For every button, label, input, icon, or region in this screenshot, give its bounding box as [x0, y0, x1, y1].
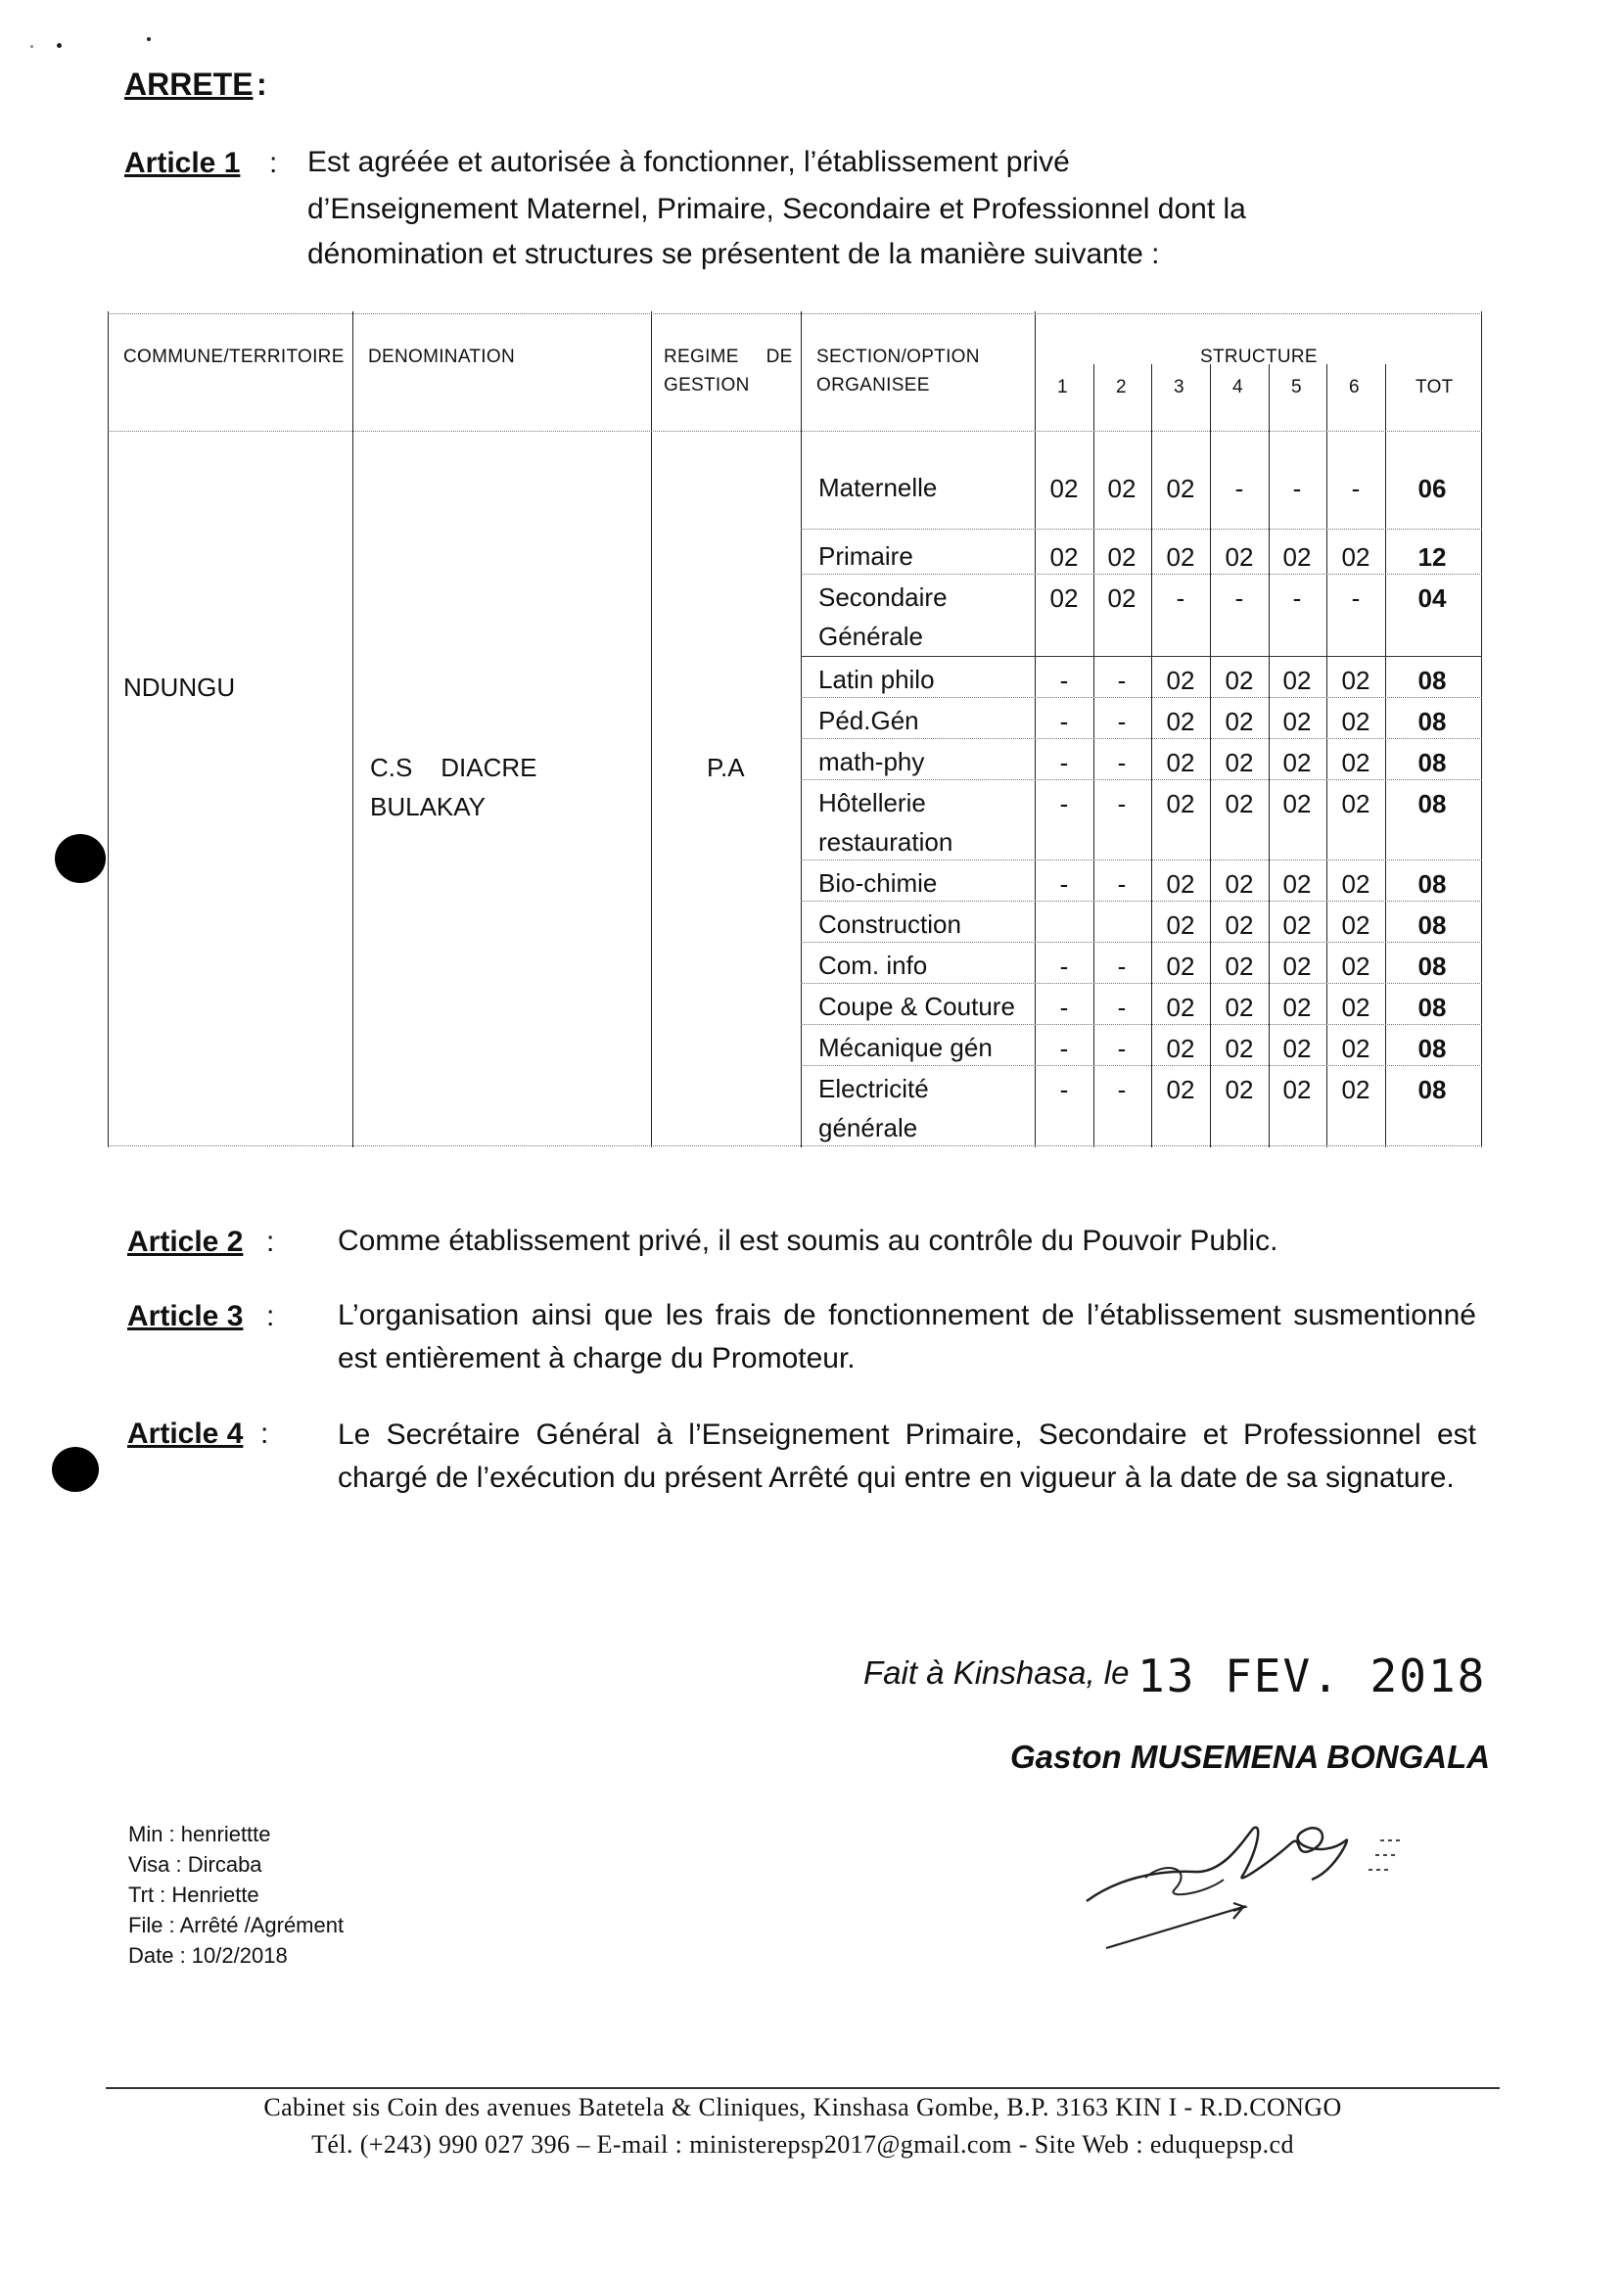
table-border: [352, 311, 353, 1147]
cell-value: -: [1234, 474, 1244, 503]
header-col: 5: [1291, 377, 1302, 397]
cell-value: 02: [1166, 869, 1195, 899]
table-border: [1210, 364, 1211, 1147]
cell-value: 02: [1225, 789, 1254, 818]
cell-value: -: [1059, 748, 1069, 777]
punch-hole: [52, 1447, 99, 1492]
meta-line: Min : henriettte: [128, 1822, 271, 1846]
header-regime: REGIME DE: [664, 347, 793, 367]
table-border: [108, 313, 1482, 314]
cell-section: math-phy: [818, 747, 925, 776]
cell-section: Bio-chimie: [818, 868, 938, 898]
cell-value: 02: [1341, 789, 1370, 818]
document-heading: ARRETE: [124, 67, 254, 102]
cell-value: -: [1234, 583, 1244, 613]
cell-value: 02: [1225, 1034, 1254, 1063]
cell-value: 02: [1049, 583, 1079, 613]
cell-total: 08: [1417, 952, 1447, 981]
cell-total: 08: [1417, 666, 1447, 695]
cell-value: 02: [1225, 748, 1254, 777]
cell-total: 08: [1417, 910, 1447, 940]
article-1-colon: :: [269, 147, 278, 179]
cell-section: Secondaire: [818, 582, 948, 612]
header-col: 4: [1232, 377, 1243, 397]
cell-value: 02: [1341, 1034, 1370, 1063]
cell-value: 02: [1166, 910, 1195, 940]
cell-section: Construction: [818, 909, 961, 939]
cell-value: 02: [1341, 952, 1370, 981]
meta-line: Visa : Dircaba: [128, 1852, 262, 1877]
cell-total: 08: [1417, 993, 1447, 1022]
cell-value: 02: [1166, 993, 1195, 1022]
header-structure: STRUCTURE: [1200, 347, 1318, 367]
cell-value: -: [1351, 583, 1361, 613]
table-border: [1481, 311, 1482, 1147]
cell-value: 02: [1225, 869, 1254, 899]
header-col: 1: [1057, 377, 1068, 397]
table-border: [1151, 364, 1152, 1147]
closing-place: Fait à Kinshasa, le: [863, 1654, 1130, 1691]
header-organisee: ORGANISEE: [816, 375, 930, 395]
scan-speck: [30, 45, 33, 48]
cell-value: -: [1117, 1075, 1127, 1104]
cell-value: -: [1117, 993, 1127, 1022]
header-col: 6: [1349, 377, 1360, 397]
table-border: [1269, 364, 1270, 1147]
cell-value: 02: [1282, 542, 1312, 572]
article-4-colon: :: [260, 1418, 269, 1450]
cell-value: -: [1059, 869, 1069, 899]
cell-value: -: [1176, 583, 1185, 613]
cell-value: 02: [1166, 1075, 1195, 1104]
cell-value: 02: [1341, 666, 1370, 695]
cell-value: 02: [1282, 666, 1312, 695]
cell-value: -: [1059, 1075, 1069, 1104]
row-separator: [801, 656, 1482, 657]
table-border: [108, 431, 1482, 432]
cell-value: -: [1117, 1034, 1127, 1063]
cell-value: 02: [1225, 1075, 1254, 1104]
cell-value: 02: [1282, 993, 1312, 1022]
footer-address: Cabinet sis Coin des avenues Batetela & Cliniques, Kinshasa Gombe, B.P. 3163 KIN I - R.D.CONGO: [263, 2093, 1342, 2121]
cell-value: 02: [1166, 666, 1195, 695]
cell-value: -: [1059, 789, 1069, 818]
cell-section: Coupe & Couture: [818, 992, 1015, 1021]
article-3-colon: :: [266, 1300, 275, 1332]
heading-colon: :: [256, 67, 267, 102]
cell-value: -: [1117, 952, 1127, 981]
cell-value: 02: [1107, 583, 1137, 613]
closing-date: 13 FEV. 2018: [1137, 1650, 1487, 1702]
article-2-text: Comme établissement privé, il est soumis au contrôle du Pouvoir Public.: [338, 1225, 1278, 1257]
cell-section: générale: [818, 1113, 918, 1142]
cell-value: 02: [1166, 952, 1195, 981]
article-1-line: dénomination et structures se présentent de la manière suivante :: [307, 238, 1160, 270]
header-commune: COMMUNE/TERRITOIRE: [123, 347, 345, 367]
cell-value: 02: [1049, 474, 1079, 503]
cell-value: -: [1059, 993, 1069, 1022]
table-border: [1035, 311, 1036, 1147]
cell-value: -: [1059, 1034, 1069, 1063]
meta-line: Date : 10/2/2018: [128, 1943, 288, 1968]
cell-value: -: [1059, 952, 1069, 981]
cell-value: 02: [1282, 910, 1312, 940]
cell-total: 08: [1417, 1075, 1447, 1104]
cell-value: -: [1117, 748, 1127, 777]
cell-value: 02: [1282, 1075, 1312, 1104]
row-separator: [801, 529, 1482, 530]
cell-value: -: [1117, 707, 1127, 736]
article-2-label: Article 2: [127, 1226, 244, 1258]
cell-section: Latin philo: [818, 665, 935, 694]
cell-section: Maternelle: [818, 473, 938, 502]
cell-value: -: [1059, 666, 1069, 695]
cell-section: Primaire: [818, 541, 913, 571]
meta-line: File : Arrêté /Agrément: [128, 1913, 345, 1937]
cell-value: -: [1292, 474, 1302, 503]
scan-speck: [57, 43, 62, 48]
cell-section: Electricité: [818, 1074, 929, 1103]
article-1-line: Est agréée et autorisée à fonctionner, l’établissement privé: [307, 146, 1070, 178]
cell-value: 02: [1107, 474, 1137, 503]
footer-divider: [106, 2087, 1500, 2089]
cell-total: 08: [1417, 707, 1447, 736]
cell-value: 02: [1225, 952, 1254, 981]
cell-total: 08: [1417, 1034, 1447, 1063]
cell-value: 02: [1166, 707, 1195, 736]
cell-value: 02: [1166, 542, 1195, 572]
article-3-text: L’organisation ainsi que les frais de fonctionnement de l’établissement susmentionné est entièrement à charge du Promoteur.: [338, 1299, 1476, 1374]
cell-value: 02: [1282, 707, 1312, 736]
header-denomination: DENOMINATION: [368, 347, 515, 367]
cell-denomination: BULAKAY: [370, 792, 487, 821]
table-border: [1385, 364, 1386, 1147]
cell-value: 02: [1282, 789, 1312, 818]
cell-commune: NDUNGU: [123, 673, 236, 702]
article-4-label: Article 4: [127, 1418, 244, 1450]
header-col-tot: TOT: [1415, 377, 1454, 397]
header-col: 3: [1174, 377, 1184, 397]
signer-name: Gaston MUSEMENA BONGALA: [1010, 1739, 1491, 1775]
cell-value: -: [1117, 666, 1127, 695]
table-border: [651, 311, 652, 1147]
punch-hole: [55, 834, 106, 883]
cell-section: Mécanique gén: [818, 1033, 993, 1062]
cell-value: -: [1117, 869, 1127, 899]
cell-total: 08: [1417, 869, 1447, 899]
cell-value: 02: [1225, 666, 1254, 695]
table-border: [108, 311, 109, 1147]
cell-value: -: [1292, 583, 1302, 613]
cell-section: Générale: [818, 622, 923, 651]
cell-value: 02: [1341, 542, 1370, 572]
cell-value: 02: [1341, 869, 1370, 899]
cell-value: 02: [1341, 748, 1370, 777]
cell-value: 02: [1225, 993, 1254, 1022]
scan-speck: [147, 37, 151, 41]
cell-section: Com. info: [818, 951, 928, 980]
table-border: [108, 1145, 1482, 1146]
cell-value: 02: [1341, 910, 1370, 940]
cell-section: Hôtellerie: [818, 788, 926, 817]
header-gestion: GESTION: [664, 375, 750, 395]
table-border: [1093, 364, 1094, 1147]
cell-denomination: C.S DIACRE: [370, 753, 537, 782]
cell-section: restauration: [818, 827, 953, 857]
footer-contact: Tél. (+243) 990 027 396 – E-mail : ministerepsp2017@gmail.com - Site Web : eduquepsp.cd: [311, 2130, 1294, 2159]
cell-value: -: [1117, 789, 1127, 818]
cell-total: 06: [1417, 474, 1447, 503]
cell-total: 08: [1417, 748, 1447, 777]
cell-value: -: [1351, 474, 1361, 503]
cell-section: Péd.Gén: [818, 706, 919, 735]
cell-value: 02: [1225, 707, 1254, 736]
cell-regime: P.A: [707, 753, 745, 782]
article-2-colon: :: [266, 1226, 275, 1258]
cell-value: 02: [1049, 542, 1079, 572]
cell-value: 02: [1341, 707, 1370, 736]
cell-total: 12: [1417, 542, 1447, 572]
cell-value: 02: [1282, 869, 1312, 899]
cell-value: 02: [1166, 1034, 1195, 1063]
table-border: [1326, 364, 1327, 1147]
cell-value: 02: [1107, 542, 1137, 572]
article-1-label: Article 1: [124, 147, 241, 179]
cell-value: 02: [1166, 474, 1195, 503]
cell-value: 02: [1225, 910, 1254, 940]
table-border: [801, 311, 802, 1147]
cell-value: 02: [1282, 952, 1312, 981]
cell-value: 02: [1282, 1034, 1312, 1063]
cell-value: 02: [1341, 1075, 1370, 1104]
header-section: SECTION/OPTION: [816, 347, 980, 367]
cell-value: 02: [1341, 993, 1370, 1022]
cell-value: -: [1059, 707, 1069, 736]
article-4-text: Le Secrétaire Général à l’Enseignement Primaire, Secondaire et Professionnel est chargé de l’exécution du présent Arrêté qui entre en vigueur à la date de sa signature.: [338, 1419, 1476, 1494]
article-1-line: d’Enseignement Maternel, Primaire, Secondaire et Professionnel dont la: [307, 193, 1246, 225]
cell-value: 02: [1166, 789, 1195, 818]
header-col: 2: [1116, 377, 1127, 397]
cell-value: 02: [1282, 748, 1312, 777]
meta-line: Trt : Henriette: [128, 1883, 259, 1907]
cell-value: 02: [1225, 542, 1254, 572]
cell-total: 04: [1417, 583, 1447, 613]
article-3-label: Article 3: [127, 1300, 244, 1332]
cell-value: 02: [1166, 748, 1195, 777]
cell-total: 08: [1417, 789, 1447, 818]
signature: [1077, 1782, 1449, 1977]
